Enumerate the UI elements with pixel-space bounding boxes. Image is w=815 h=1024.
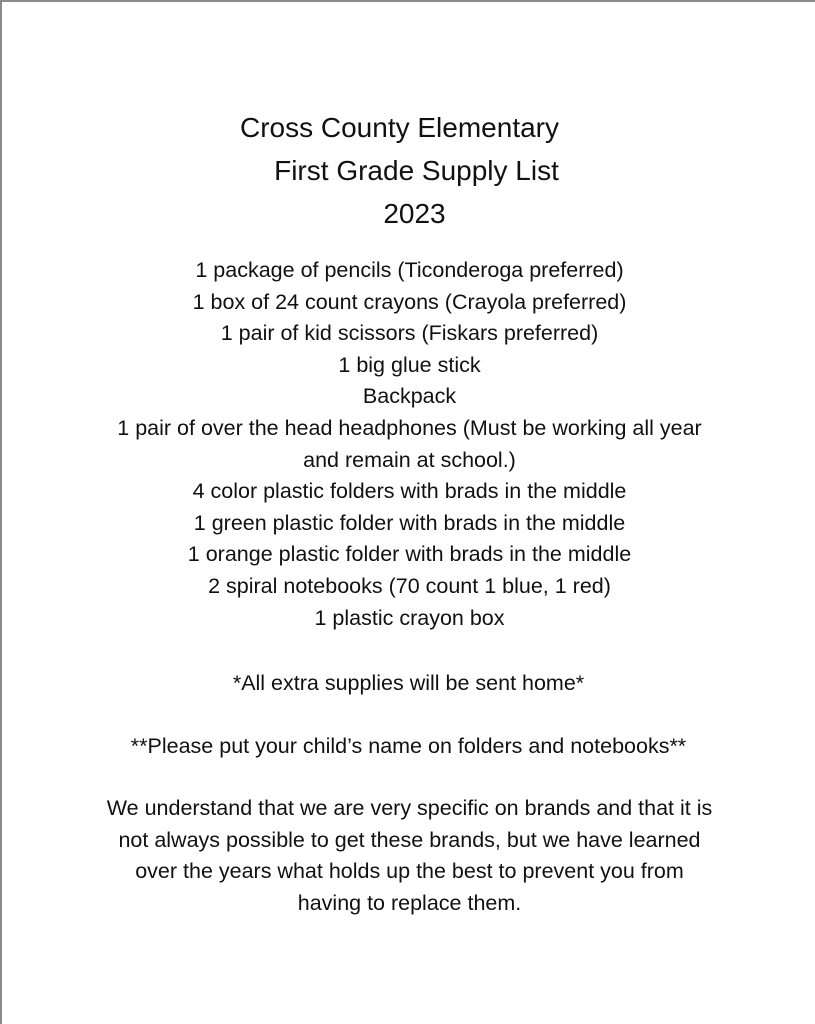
list-title: First Grade Supply List — [274, 155, 559, 186]
document-title — [2, 106, 815, 235]
supply-list — [102, 255, 717, 634]
supply-item: 4 color plastic folders with brads in the middle — [192, 479, 627, 504]
name-labels-note: **Please put your child’s name on folders and notebooks** — [130, 734, 687, 758]
supply-item: 1 big glue stick — [338, 352, 481, 377]
supply-item: 1 green plastic folder with brads in the middle — [193, 510, 626, 535]
supply-item: 1 plastic crayon box — [314, 605, 505, 630]
supply-item: 1 box of 24 count crayons (Crayola preferred) — [192, 289, 627, 314]
extra-supplies-note: *All extra supplies will be sent home* — [232, 671, 585, 695]
supply-item: 2 spiral notebooks (70 count 1 blue, 1 red) — [208, 573, 611, 598]
school-name: Cross County Elementary — [239, 112, 559, 143]
supply-item: 1 package of pencils (Ticonderoga preferred) — [195, 258, 624, 282]
document-page — [2, 2, 815, 1024]
supply-item: 1 orange plastic folder with brads in the middle — [187, 542, 632, 567]
supply-item: 1 pair of over the head headphones (Must be working all year and remain at school.) — [117, 415, 702, 472]
closing-paragraph: We understand that we are very specific on brands and that it is not always possible to get these brands, but we have learned over the years what holds up the best to prevent you from having to replace them. — [106, 796, 713, 915]
supply-item: 1 pair of kid scissors (Fiskars preferred) — [220, 321, 599, 346]
list-year: 2023 — [383, 198, 446, 229]
supply-item: Backpack — [362, 384, 457, 409]
